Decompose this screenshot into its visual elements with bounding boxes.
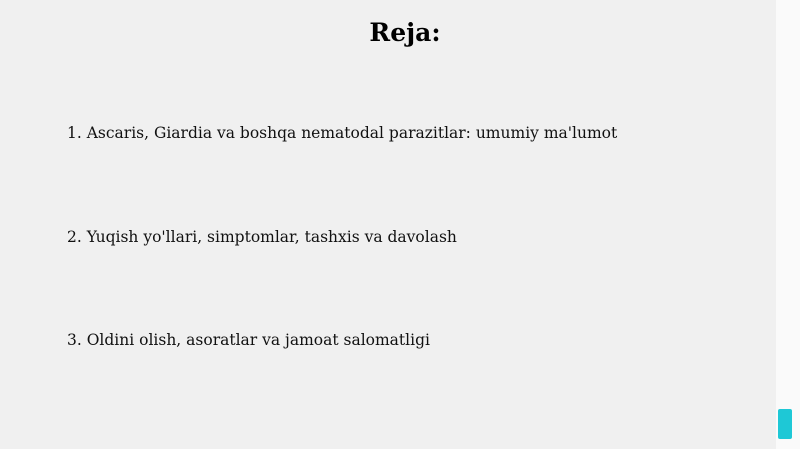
plan-item-3: 3. Oldini olish, asoratlar va jamoat salomatligi [67, 331, 430, 349]
scrollbar-thumb[interactable] [778, 409, 792, 439]
slide-title: Reja: [369, 18, 441, 47]
plan-item-1: 1. Ascaris, Giardia va boshqa nematodal parazitlar: umumiy ma'lumot [67, 124, 618, 142]
plan-item-2: 2. Yuqish yo'llari, simptomlar, tashxis va davolash [67, 228, 457, 246]
scrollbar-track[interactable] [776, 0, 800, 449]
